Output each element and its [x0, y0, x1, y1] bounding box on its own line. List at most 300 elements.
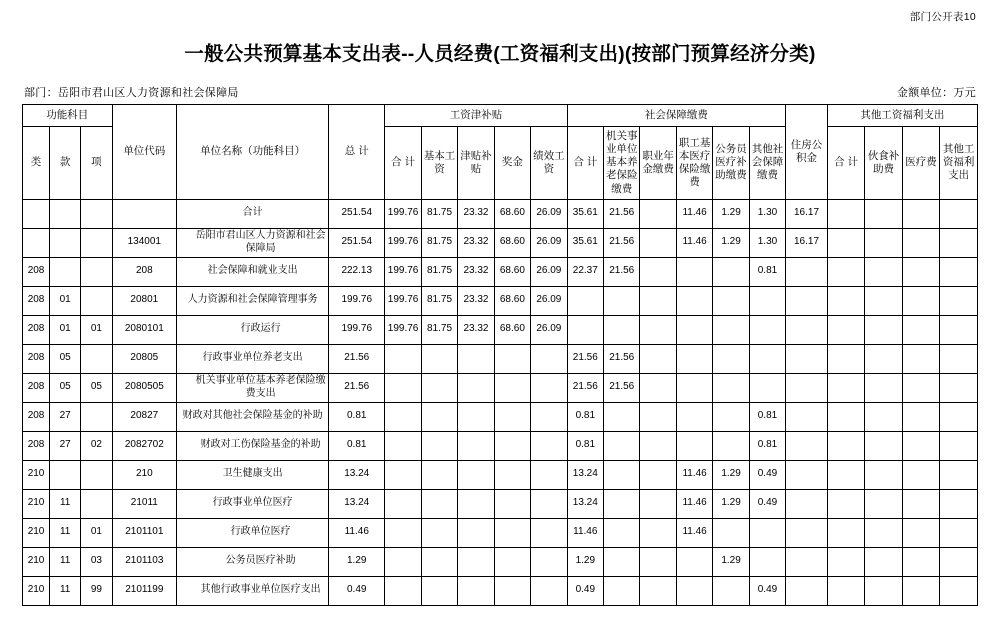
cell-medical-insurance: 11.46 — [676, 228, 712, 257]
cell-other-subtotal — [827, 315, 864, 344]
cell-unit-code: 20805 — [112, 344, 177, 373]
cell-total: 251.54 — [329, 199, 385, 228]
col-kuan: 款 — [50, 127, 81, 200]
cell-xiang — [81, 286, 112, 315]
col-wages-subtotal: 合 计 — [385, 127, 421, 200]
meta-row — [22, 84, 978, 104]
cell-allowance — [458, 518, 494, 547]
cell-social-subtotal: 13.24 — [567, 489, 603, 518]
cell-civil-servant-medical: 1.29 — [713, 460, 749, 489]
col-medical-insurance: 职工基本医疗保险缴费 — [676, 127, 712, 200]
cell-total: 13.24 — [329, 460, 385, 489]
cell-basic-salary — [421, 489, 457, 518]
cell-pension — [604, 460, 640, 489]
cell-other-subtotal — [827, 286, 864, 315]
cell-unit-name: 机关事业单位基本养老保险缴费支出 — [177, 373, 329, 402]
cell-allowance: 23.32 — [458, 286, 494, 315]
cell-allowance: 23.32 — [458, 228, 494, 257]
cell-medical-insurance: 11.46 — [676, 460, 712, 489]
cell-other-social: 0.81 — [749, 431, 785, 460]
cell-unit-name: 社会保障和就业支出 — [177, 257, 329, 286]
cell-lei: 208 — [23, 431, 50, 460]
col-civil-servant-medical: 公务员医疗补助缴费 — [713, 127, 749, 200]
cell-basic-salary — [421, 518, 457, 547]
cell-total: 13.24 — [329, 489, 385, 518]
cell-other-welfare — [940, 373, 978, 402]
cell-food-subsidy — [865, 489, 902, 518]
table-row — [23, 547, 978, 576]
col-other-welfare: 其他工资福利支出 — [940, 127, 978, 200]
cell-other-welfare — [940, 431, 978, 460]
cell-other-welfare — [940, 402, 978, 431]
cell-allowance — [458, 460, 494, 489]
cell-wages-subtotal — [385, 373, 421, 402]
cell-kuan: 11 — [50, 518, 81, 547]
cell-unit-code: 2082702 — [112, 431, 177, 460]
cell-occupational-annuity — [640, 576, 676, 605]
cell-allowance — [458, 344, 494, 373]
cell-other-social: 0.49 — [749, 576, 785, 605]
cell-bonus — [494, 460, 530, 489]
col-total: 总 计 — [329, 105, 385, 200]
cell-bonus: 68.60 — [494, 257, 530, 286]
cell-other-subtotal — [827, 431, 864, 460]
cell-pension — [604, 402, 640, 431]
cell-basic-salary — [421, 402, 457, 431]
cell-basic-salary — [421, 460, 457, 489]
cell-medical-insurance: 11.46 — [676, 518, 712, 547]
cell-civil-servant-medical: 1.29 — [713, 199, 749, 228]
cell-medical-fee — [902, 286, 939, 315]
cell-social-subtotal: 35.61 — [567, 199, 603, 228]
cell-medical-insurance — [676, 431, 712, 460]
cell-food-subsidy — [865, 373, 902, 402]
cell-medical-fee — [902, 431, 939, 460]
cell-unit-name: 卫生健康支出 — [177, 460, 329, 489]
cell-food-subsidy — [865, 460, 902, 489]
cell-other-welfare — [940, 228, 978, 257]
cell-other-subtotal — [827, 547, 864, 576]
col-group-other: 其他工资福利支出 — [827, 105, 977, 127]
cell-medical-insurance — [676, 257, 712, 286]
cell-wages-subtotal — [385, 547, 421, 576]
col-food-subsidy: 伙食补助费 — [865, 127, 902, 200]
cell-medical-insurance — [676, 373, 712, 402]
cell-xiang — [81, 228, 112, 257]
cell-lei: 208 — [23, 257, 50, 286]
cell-basic-salary — [421, 373, 457, 402]
cell-unit-code: 20801 — [112, 286, 177, 315]
cell-other-social — [749, 286, 785, 315]
cell-medical-fee — [902, 257, 939, 286]
cell-other-welfare — [940, 315, 978, 344]
cell-xiang — [81, 199, 112, 228]
cell-total: 0.49 — [329, 576, 385, 605]
cell-lei: 208 — [23, 286, 50, 315]
cell-pension: 21.56 — [604, 228, 640, 257]
cell-unit-name: 财政对工伤保险基金的补助 — [177, 431, 329, 460]
cell-xiang — [81, 460, 112, 489]
cell-pension: 21.56 — [604, 199, 640, 228]
cell-kuan: 27 — [50, 402, 81, 431]
col-unit-code: 单位代码 — [112, 105, 177, 200]
table-row — [23, 576, 978, 605]
cell-lei: 208 — [23, 402, 50, 431]
cell-wages-subtotal — [385, 518, 421, 547]
cell-xiang: 01 — [81, 518, 112, 547]
cell-kuan — [50, 228, 81, 257]
cell-medical-fee — [902, 199, 939, 228]
col-bonus: 奖金 — [494, 127, 530, 200]
cell-wages-subtotal: 199.76 — [385, 315, 421, 344]
cell-unit-code: 21011 — [112, 489, 177, 518]
cell-other-social: 0.49 — [749, 489, 785, 518]
cell-civil-servant-medical — [713, 344, 749, 373]
cell-lei: 210 — [23, 489, 50, 518]
cell-lei — [23, 199, 50, 228]
cell-civil-servant-medical — [713, 576, 749, 605]
cell-unit-code: 2101199 — [112, 576, 177, 605]
cell-allowance — [458, 489, 494, 518]
cell-unit-code: 134001 — [112, 228, 177, 257]
cell-bonus: 68.60 — [494, 199, 530, 228]
table-row — [23, 315, 978, 344]
cell-unit-name: 合计 — [177, 199, 329, 228]
cell-bonus — [494, 344, 530, 373]
table-row — [23, 373, 978, 402]
cell-medical-fee — [902, 547, 939, 576]
cell-other-subtotal — [827, 373, 864, 402]
cell-performance — [531, 518, 567, 547]
cell-other-social: 0.81 — [749, 402, 785, 431]
cell-medical-fee — [902, 228, 939, 257]
cell-housing-fund — [786, 576, 828, 605]
cell-medical-insurance: 11.46 — [676, 489, 712, 518]
cell-other-social — [749, 547, 785, 576]
cell-kuan: 27 — [50, 431, 81, 460]
cell-performance — [531, 373, 567, 402]
cell-bonus — [494, 489, 530, 518]
table-row — [23, 257, 978, 286]
cell-food-subsidy — [865, 431, 902, 460]
cell-other-social: 1.30 — [749, 228, 785, 257]
col-other-social: 其他社会保障缴费 — [749, 127, 785, 200]
cell-xiang: 05 — [81, 373, 112, 402]
cell-housing-fund — [786, 489, 828, 518]
cell-kuan: 11 — [50, 489, 81, 518]
cell-performance — [531, 344, 567, 373]
cell-kuan: 01 — [50, 315, 81, 344]
cell-unit-code: 2101103 — [112, 547, 177, 576]
col-group-wages: 工资津补贴 — [385, 105, 567, 127]
cell-allowance — [458, 547, 494, 576]
cell-unit-name: 财政对其他社会保险基金的补助 — [177, 402, 329, 431]
cell-xiang: 02 — [81, 431, 112, 460]
cell-medical-fee — [902, 373, 939, 402]
cell-kuan: 11 — [50, 547, 81, 576]
cell-pension — [604, 547, 640, 576]
col-social-subtotal: 合 计 — [567, 127, 603, 200]
department-label: 部门：岳阳市君山区人力资源和社会保障局 — [24, 87, 239, 99]
cell-kuan: 05 — [50, 344, 81, 373]
cell-pension — [604, 286, 640, 315]
cell-civil-servant-medical: 1.29 — [713, 228, 749, 257]
cell-social-subtotal: 1.29 — [567, 547, 603, 576]
cell-other-subtotal — [827, 402, 864, 431]
cell-pension — [604, 518, 640, 547]
budget-table — [22, 104, 978, 606]
cell-unit-name: 人力资源和社会保障管理事务 — [177, 286, 329, 315]
cell-wages-subtotal — [385, 489, 421, 518]
cell-other-subtotal — [827, 489, 864, 518]
form-number-label: 部门公开表10 — [909, 11, 976, 23]
cell-kuan: 05 — [50, 373, 81, 402]
cell-lei: 208 — [23, 315, 50, 344]
cell-kuan — [50, 199, 81, 228]
cell-food-subsidy — [865, 576, 902, 605]
col-occupational-annuity: 职业年金缴费 — [640, 127, 676, 200]
cell-civil-servant-medical — [713, 257, 749, 286]
cell-housing-fund: 16.17 — [786, 199, 828, 228]
cell-other-subtotal — [827, 228, 864, 257]
cell-social-subtotal: 35.61 — [567, 228, 603, 257]
cell-performance: 26.09 — [531, 199, 567, 228]
cell-kuan: 01 — [50, 286, 81, 315]
cell-total: 21.56 — [329, 373, 385, 402]
cell-total: 21.56 — [329, 344, 385, 373]
cell-lei: 210 — [23, 518, 50, 547]
cell-performance — [531, 460, 567, 489]
cell-housing-fund — [786, 286, 828, 315]
cell-lei — [23, 228, 50, 257]
cell-basic-salary: 81.75 — [421, 228, 457, 257]
cell-allowance: 23.32 — [458, 315, 494, 344]
cell-occupational-annuity — [640, 489, 676, 518]
cell-allowance: 23.32 — [458, 257, 494, 286]
cell-performance: 26.09 — [531, 228, 567, 257]
cell-other-welfare — [940, 199, 978, 228]
cell-food-subsidy — [865, 518, 902, 547]
cell-social-subtotal — [567, 315, 603, 344]
cell-civil-servant-medical — [713, 286, 749, 315]
cell-food-subsidy — [865, 547, 902, 576]
cell-other-social: 0.81 — [749, 257, 785, 286]
cell-social-subtotal: 21.56 — [567, 373, 603, 402]
cell-performance — [531, 431, 567, 460]
cell-kuan — [50, 257, 81, 286]
cell-social-subtotal: 11.46 — [567, 518, 603, 547]
cell-total: 11.46 — [329, 518, 385, 547]
cell-unit-name: 行政单位医疗 — [177, 518, 329, 547]
cell-basic-salary — [421, 344, 457, 373]
cell-other-subtotal — [827, 576, 864, 605]
col-xiang: 项 — [81, 127, 112, 200]
cell-unit-name: 岳阳市君山区人力资源和社会保障局 — [177, 228, 329, 257]
cell-food-subsidy — [865, 199, 902, 228]
table-row — [23, 518, 978, 547]
cell-housing-fund — [786, 460, 828, 489]
cell-civil-servant-medical — [713, 402, 749, 431]
cell-medical-insurance — [676, 344, 712, 373]
cell-medical-fee — [902, 489, 939, 518]
cell-pension — [604, 576, 640, 605]
cell-occupational-annuity — [640, 431, 676, 460]
cell-lei: 208 — [23, 344, 50, 373]
cell-xiang — [81, 344, 112, 373]
col-function-subject: 功能科目 — [23, 105, 113, 127]
cell-unit-name: 其他行政事业单位医疗支出 — [177, 576, 329, 605]
cell-wages-subtotal — [385, 344, 421, 373]
cell-social-subtotal: 0.49 — [567, 576, 603, 605]
cell-occupational-annuity — [640, 518, 676, 547]
cell-housing-fund — [786, 373, 828, 402]
cell-unit-name: 行政事业单位医疗 — [177, 489, 329, 518]
cell-civil-servant-medical — [713, 315, 749, 344]
cell-unit-code: 2080505 — [112, 373, 177, 402]
cell-medical-fee — [902, 315, 939, 344]
cell-bonus — [494, 402, 530, 431]
table-row — [23, 431, 978, 460]
cell-pension: 21.56 — [604, 257, 640, 286]
cell-other-welfare — [940, 460, 978, 489]
cell-civil-servant-medical — [713, 518, 749, 547]
cell-unit-code — [112, 199, 177, 228]
table-row — [23, 199, 978, 228]
cell-wages-subtotal: 199.76 — [385, 228, 421, 257]
cell-medical-fee — [902, 344, 939, 373]
cell-medical-fee — [902, 460, 939, 489]
cell-lei: 210 — [23, 460, 50, 489]
cell-performance: 26.09 — [531, 286, 567, 315]
cell-lei: 210 — [23, 547, 50, 576]
cell-wages-subtotal — [385, 402, 421, 431]
cell-medical-insurance — [676, 286, 712, 315]
cell-food-subsidy — [865, 286, 902, 315]
cell-total: 251.54 — [329, 228, 385, 257]
cell-medical-fee — [902, 402, 939, 431]
cell-wages-subtotal — [385, 576, 421, 605]
cell-bonus: 68.60 — [494, 315, 530, 344]
cell-civil-servant-medical: 1.29 — [713, 547, 749, 576]
cell-medical-fee — [902, 518, 939, 547]
cell-food-subsidy — [865, 402, 902, 431]
cell-basic-salary: 81.75 — [421, 199, 457, 228]
cell-wages-subtotal: 199.76 — [385, 257, 421, 286]
cell-housing-fund — [786, 431, 828, 460]
cell-unit-name: 行政事业单位养老支出 — [177, 344, 329, 373]
cell-medical-insurance — [676, 576, 712, 605]
cell-bonus — [494, 431, 530, 460]
cell-bonus — [494, 373, 530, 402]
table-body — [23, 199, 978, 605]
cell-unit-code: 2080101 — [112, 315, 177, 344]
cell-allowance — [458, 402, 494, 431]
cell-other-welfare — [940, 257, 978, 286]
col-group-social: 社会保障缴费 — [567, 105, 786, 127]
cell-basic-salary: 81.75 — [421, 315, 457, 344]
cell-food-subsidy — [865, 315, 902, 344]
cell-basic-salary: 81.75 — [421, 257, 457, 286]
cell-pension: 21.56 — [604, 373, 640, 402]
cell-other-welfare — [940, 518, 978, 547]
cell-occupational-annuity — [640, 199, 676, 228]
cell-performance — [531, 489, 567, 518]
cell-xiang: 01 — [81, 315, 112, 344]
cell-medical-insurance — [676, 547, 712, 576]
cell-allowance — [458, 576, 494, 605]
cell-xiang: 03 — [81, 547, 112, 576]
cell-other-welfare — [940, 576, 978, 605]
cell-performance: 26.09 — [531, 315, 567, 344]
cell-pension — [604, 431, 640, 460]
table-header — [23, 105, 978, 200]
col-unit-name: 单位名称（功能科目） — [177, 105, 329, 200]
cell-medical-insurance: 11.46 — [676, 199, 712, 228]
cell-occupational-annuity — [640, 286, 676, 315]
cell-performance: 26.09 — [531, 257, 567, 286]
cell-other-subtotal — [827, 460, 864, 489]
table-row — [23, 489, 978, 518]
col-medical-fee: 医疗费 — [902, 127, 939, 200]
cell-bonus — [494, 576, 530, 605]
col-pension: 机关事业单位基本养老保险缴费 — [604, 127, 640, 200]
cell-unit-code: 20827 — [112, 402, 177, 431]
cell-unit-name: 公务员医疗补助 — [177, 547, 329, 576]
cell-social-subtotal: 22.37 — [567, 257, 603, 286]
cell-unit-code: 208 — [112, 257, 177, 286]
cell-other-subtotal — [827, 518, 864, 547]
cell-xiang — [81, 402, 112, 431]
col-group-housing: 住房公积金 — [786, 105, 828, 200]
cell-occupational-annuity — [640, 228, 676, 257]
cell-civil-servant-medical — [713, 431, 749, 460]
cell-allowance — [458, 431, 494, 460]
cell-occupational-annuity — [640, 315, 676, 344]
cell-other-welfare — [940, 489, 978, 518]
cell-medical-fee — [902, 576, 939, 605]
col-basic-salary: 基本工资 — [421, 127, 457, 200]
cell-housing-fund — [786, 402, 828, 431]
cell-allowance: 23.32 — [458, 199, 494, 228]
cell-wages-subtotal — [385, 431, 421, 460]
cell-wages-subtotal — [385, 460, 421, 489]
cell-other-subtotal — [827, 199, 864, 228]
cell-food-subsidy — [865, 257, 902, 286]
cell-wages-subtotal: 199.76 — [385, 199, 421, 228]
cell-bonus: 68.60 — [494, 228, 530, 257]
cell-social-subtotal: 13.24 — [567, 460, 603, 489]
cell-housing-fund — [786, 547, 828, 576]
cell-unit-code: 2101101 — [112, 518, 177, 547]
cell-social-subtotal — [567, 286, 603, 315]
cell-food-subsidy — [865, 228, 902, 257]
cell-pension — [604, 315, 640, 344]
cell-total: 0.81 — [329, 402, 385, 431]
col-allowance: 津贴补贴 — [458, 127, 494, 200]
cell-housing-fund: 16.17 — [786, 228, 828, 257]
cell-bonus — [494, 547, 530, 576]
cell-xiang — [81, 489, 112, 518]
cell-other-welfare — [940, 547, 978, 576]
cell-bonus: 68.60 — [494, 286, 530, 315]
cell-other-subtotal — [827, 257, 864, 286]
cell-social-subtotal: 0.81 — [567, 402, 603, 431]
table-row — [23, 460, 978, 489]
cell-occupational-annuity — [640, 547, 676, 576]
cell-performance — [531, 402, 567, 431]
cell-other-social — [749, 315, 785, 344]
cell-basic-salary — [421, 431, 457, 460]
